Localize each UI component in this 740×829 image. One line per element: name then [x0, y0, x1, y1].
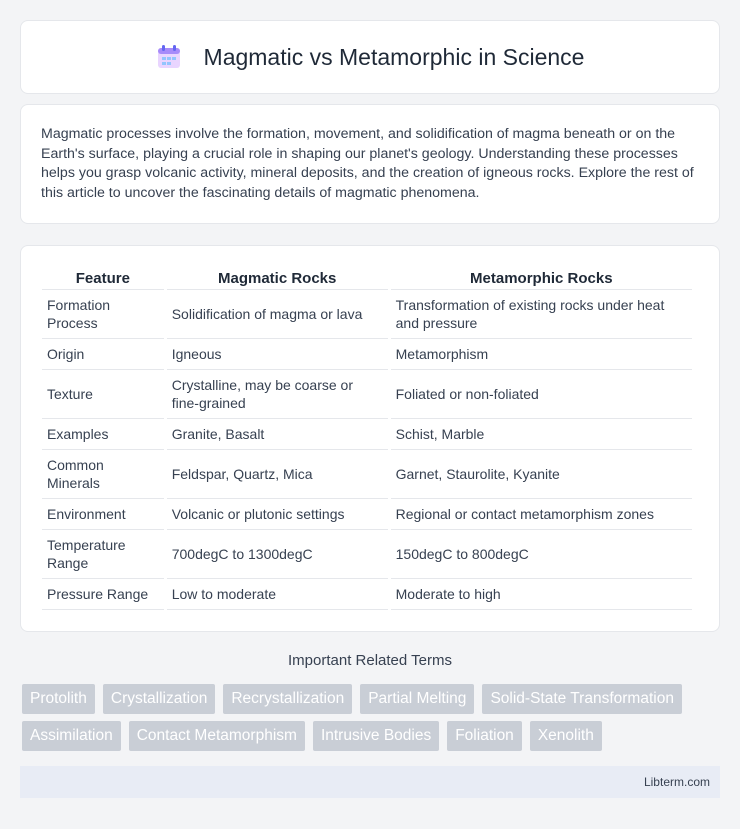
table-header-row	[42, 264, 692, 290]
term-tag[interactable]: Recrystallization	[223, 684, 352, 714]
table-row	[42, 419, 692, 450]
table-cell: Formation Process	[42, 290, 164, 339]
comparison-table	[39, 264, 695, 610]
table-cell: Moderate to high	[391, 579, 692, 610]
page-title: Magmatic vs Metamorphic in Science	[203, 43, 585, 70]
table-cell: Low to moderate	[167, 579, 388, 610]
comparison-card	[20, 245, 720, 632]
term-tag[interactable]: Partial Melting	[360, 684, 474, 714]
term-tag[interactable]: Intrusive Bodies	[313, 721, 439, 751]
footer-brand-link[interactable]: Libterm.com	[643, 775, 710, 789]
related-terms-title: Important Related Terms	[288, 652, 452, 669]
intro-text: Magmatic processes involve the formation, movement, and solidification of magma beneath or on the Earth's surface, playing a crucial role in shaping our planet's geology. Understanding these processes helps you grasp volcanic activity, mineral deposits, and the creation of igneous rocks. Explore the rest of this article to uncover the fascinating details of magmatic phenomena.	[41, 126, 694, 201]
table-cell: Crystalline, may be coarse or fine-grained	[167, 370, 388, 419]
column-header: Magmatic Rocks	[167, 264, 388, 290]
column-header: Metamorphic Rocks	[391, 264, 692, 290]
table-cell: Environment	[42, 499, 164, 530]
page-title-row	[156, 44, 585, 71]
calendar-icon	[156, 44, 182, 70]
table-cell: Examples	[42, 419, 164, 450]
table-cell: Common Minerals	[42, 450, 164, 499]
table-row	[42, 339, 692, 370]
table-cell: Solidification of magma or lava	[167, 290, 388, 339]
table-cell: Garnet, Staurolite, Kyanite	[391, 450, 692, 499]
table-cell: Texture	[42, 370, 164, 419]
footer	[20, 766, 720, 798]
table-cell: Schist, Marble	[391, 419, 692, 450]
term-tag[interactable]: Crystallization	[103, 684, 215, 714]
table-cell: Origin	[42, 339, 164, 370]
table-cell: Feldspar, Quartz, Mica	[167, 450, 388, 499]
term-tag[interactable]: Xenolith	[530, 721, 602, 751]
table-cell: Transformation of existing rocks under heat and pressure	[391, 290, 692, 339]
term-tag[interactable]: Solid-State Transformation	[482, 684, 682, 714]
table-cell: Igneous	[167, 339, 388, 370]
term-tag[interactable]: Foliation	[447, 721, 522, 751]
table-row	[42, 370, 692, 419]
table-cell: 150degC to 800degC	[391, 530, 692, 579]
table-row	[42, 499, 692, 530]
table-row	[42, 579, 692, 610]
term-tag[interactable]: Assimilation	[22, 721, 121, 751]
term-tag[interactable]: Contact Metamorphism	[129, 721, 305, 751]
table-cell: Foliated or non-foliated	[391, 370, 692, 419]
table-cell: Regional or contact metamorphism zones	[391, 499, 692, 530]
intro-card	[20, 104, 720, 224]
table-row	[42, 530, 692, 579]
term-tag[interactable]: Protolith	[22, 684, 95, 714]
table-cell: Metamorphism	[391, 339, 692, 370]
table-row	[42, 450, 692, 499]
table-cell: Volcanic or plutonic settings	[167, 499, 388, 530]
related-terms-list	[22, 684, 722, 758]
table-cell: Temperature Range	[42, 530, 164, 579]
column-header: Feature	[42, 264, 164, 290]
table-cell: Pressure Range	[42, 579, 164, 610]
table-row	[42, 290, 692, 339]
header-card	[20, 20, 720, 94]
table-cell: 700degC to 1300degC	[167, 530, 388, 579]
table-cell: Granite, Basalt	[167, 419, 388, 450]
